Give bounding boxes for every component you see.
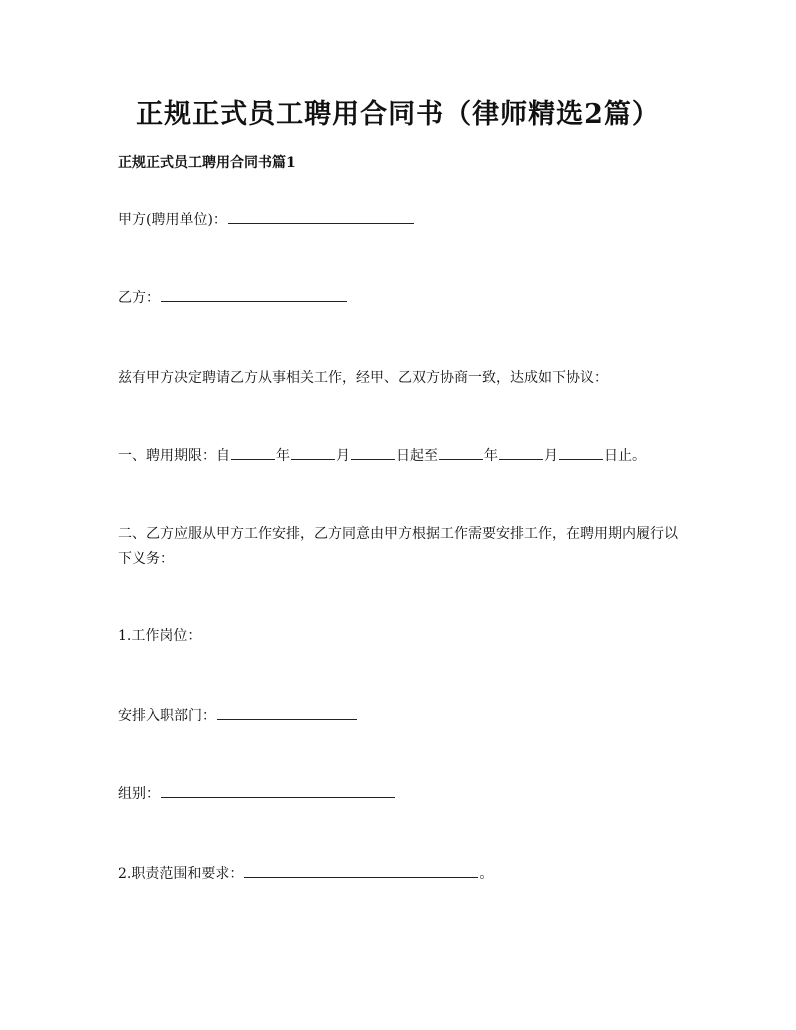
item-two-line xyxy=(118,862,493,887)
term-prefix: 一、聘用期限：自 xyxy=(118,448,230,464)
responsibility-blank xyxy=(244,863,478,878)
department-line xyxy=(118,704,358,729)
section-heading: 正规正式员工聘用合同书篇1 xyxy=(118,155,296,171)
item-two-label: 2.职责范围和要求： xyxy=(118,866,244,882)
start-day-blank xyxy=(351,445,395,460)
party-a-label: 甲方(聘用单位)： xyxy=(118,212,227,228)
term-month2: 月 xyxy=(544,448,558,464)
item-one-heading: 1.工作岗位： xyxy=(118,628,202,644)
department-blank xyxy=(217,705,357,720)
term-month1: 月 xyxy=(336,448,350,464)
party-a-blank xyxy=(228,209,414,224)
group-label: 组别： xyxy=(118,786,160,802)
start-year-blank xyxy=(231,445,275,460)
term-day1: 日起至 xyxy=(396,448,438,464)
item-two-end: 。 xyxy=(479,866,494,882)
term-clause xyxy=(118,444,646,469)
term-year1: 年 xyxy=(276,448,290,464)
party-a-line xyxy=(118,208,415,233)
term-year2: 年 xyxy=(484,448,498,464)
clause-two-paragraph: 二、乙方应服从甲方工作安排，乙方同意由甲方根据工作需要安排工作，在聘用期内履行以下义务： xyxy=(118,526,678,567)
document-title: 正规正式员工聘用合同书（律师精选2篇） xyxy=(136,99,660,130)
term-day2: 日止。 xyxy=(604,448,646,464)
end-month-blank xyxy=(499,445,543,460)
end-day-blank xyxy=(559,445,603,460)
party-b-line xyxy=(118,286,348,311)
end-year-blank xyxy=(439,445,483,460)
group-line xyxy=(118,782,396,807)
party-b-blank xyxy=(161,287,347,302)
department-label: 安排入职部门： xyxy=(118,708,216,724)
party-b-label: 乙方： xyxy=(118,290,160,306)
group-blank xyxy=(161,783,395,798)
start-month-blank xyxy=(291,445,335,460)
intro-paragraph: 兹有甲方决定聘请乙方从事相关工作，经甲、乙双方协商一致，达成如下协议： xyxy=(118,370,608,386)
